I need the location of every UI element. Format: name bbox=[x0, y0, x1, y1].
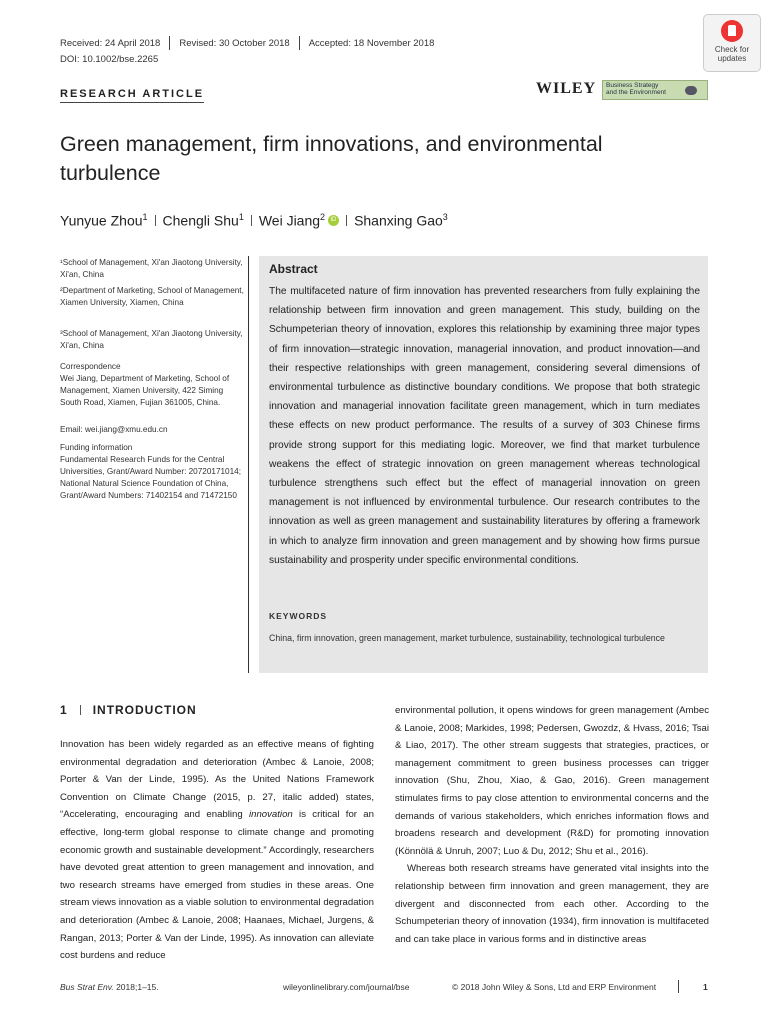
author-name[interactable]: Yunyue Zhou$^1$ bbox=[60, 212, 148, 229]
left-column bbox=[60, 736, 374, 965]
orcid-icon[interactable]: iD bbox=[328, 215, 339, 226]
journal-logo bbox=[602, 80, 708, 100]
author-name[interactable]: Shanxing Gao$^3$ bbox=[354, 212, 448, 229]
revised-date: Revised: 30 October 2018 bbox=[179, 37, 290, 49]
correspondence-email[interactable]: Email: wei.jiang@xmu.edu.cn bbox=[60, 425, 168, 434]
keywords-heading: KEYWORDS bbox=[269, 611, 328, 621]
date-separator bbox=[299, 36, 300, 50]
author-name[interactable]: Chengli Shu$^1$ bbox=[162, 212, 244, 229]
affiliation-3: ³School of Management, Xi'an Jiaotong University, Xi'an, China bbox=[60, 329, 243, 350]
footer-url[interactable]: wileyonlinelibrary.com/journal/bse bbox=[283, 982, 410, 992]
check-label-line2: updates bbox=[717, 54, 747, 63]
section-separator bbox=[80, 705, 81, 715]
date-separator bbox=[169, 36, 170, 50]
check-for-updates-button[interactable] bbox=[703, 14, 761, 72]
author-separator bbox=[155, 215, 156, 226]
funding-text: Fundamental Research Funds for the Central Universities, Grant/Award Number: 20720171014; National Natural Science Foundation of China, Grant/Award Numbers: 71402154 and 71472150 bbox=[60, 455, 241, 500]
check-label-line1: Check for bbox=[714, 45, 750, 54]
publisher-logo: WILEY bbox=[536, 80, 597, 97]
correspondence-text: Wei Jiang, Department of Marketing, School of Management, Xiamen University, 422 Siming South Road, Xiamen, Fujian 361005, China. bbox=[60, 374, 230, 407]
page-number: 1 bbox=[703, 982, 708, 992]
correspondence-heading: Correspondence bbox=[60, 362, 121, 371]
footer-citation: Bus Strat Env. 2018;1–15. bbox=[60, 982, 159, 992]
doi[interactable]: DOI: 10.1002/bse.2265 bbox=[60, 54, 159, 65]
funding-heading: Funding information bbox=[60, 443, 133, 452]
abstract-heading: Abstract bbox=[269, 262, 318, 276]
accepted-date: Accepted: 18 November 2018 bbox=[308, 37, 435, 49]
section-title: INTRODUCTION bbox=[92, 703, 197, 717]
journal-emblem-icon bbox=[685, 86, 697, 95]
author-list bbox=[60, 212, 448, 229]
author-separator bbox=[251, 215, 252, 226]
section-label: RESEARCH ARTICLE bbox=[60, 88, 204, 103]
journal-logo-line1: Business Strategy bbox=[606, 82, 659, 89]
abstract-text: The multifaceted nature of firm innovation has prevented researchers from fully explaining the relationship between firm innovation and green management. This study, building on the Schumpeterian theory of innovation, explores this relationship by examining three major types of firm innovation—strategic innovation, managerial innovation, and product innovation—and their respective relationships with green management, considering several dimensions of environmental turbulence as distinctive boundary conditions. We propose that both strategic innovation and managerial innovation facilitate green management, which in turn mediates these effects on new product performance. The results of a survey of 303 Chinese firms provide strong support for this mediating logic. Moreover, we find that market turbulence weakens the effect of strategic innovation on green management whereas technological turbulence strengthens such effect but the effect of managerial innovation on green management is not influenced by environmental turbulence. Our research contributes to the innovation as well as green management and sustainability literatures by offering a framework in which to analyze firm innovation and green management and by showing how firms pursue sustainability and prosperity under specific environmental conditions. bbox=[269, 286, 700, 566]
right-column bbox=[395, 702, 709, 948]
abstract-rule bbox=[248, 256, 249, 673]
keywords-text: China, firm innovation, green management, market turbulence, sustainability, technological turbulence bbox=[269, 633, 665, 643]
paragraph: environmental pollution, it opens windows for green management (Ambec & Lanoie, 2008; Markides, 1998; Pedersen, Gwozdz, & Hvass, 2016; Tsai & Liao, 2017). The other stream suggests that strategies, practices, or management commitment to green business processes can trigger innovation (Shu, Zhou, Xiao, & Gao, 2016). Green management stimulates firms to pay close attention to environmental concerns and the demands of various stakeholders, which enriches information flows and broadens research and development (R&D) for promoting innovation (Könnölä & Unruh, 2007; Luo & Du, 2012; Shu et al., 2016). bbox=[395, 705, 709, 857]
section-number: 1 bbox=[60, 703, 68, 717]
article-title: Green management, firm innovations, and environmental turbulence bbox=[60, 132, 603, 185]
paragraph: Innovation has been widely regarded as an effective means of fighting environmental degradation and deterioration (Ambec & Lanoie, 2008; Porter & Van der Linde, 1995). As the United Nations Framework Convention on Climate Change (2015, p. 27, italic added) states, “Accelerating, encouraging and enabling innovation is critical for an effective, long-term global response to climate change and promoting economic growth and sustainable development.” Accordingly, researchers have devoted great attention to green management and innovation, and two research streams have emerged from studies in these areas. One stream views innovation as a viable solution to environmental degradation and deterioration (Ambec & Lanoie, 2008; Haanaes, Michael, Jurgens, & Rangan, 2013; Porter & Van der Linde, 1995). As innovation can alleviate cost burdens and reduce bbox=[60, 739, 374, 962]
bookmark-icon bbox=[721, 20, 743, 42]
footer-separator bbox=[678, 980, 679, 993]
journal-logo-line2: and the Environment bbox=[606, 89, 666, 96]
author-name[interactable]: Wei Jiang$^2$ bbox=[258, 212, 326, 229]
author-separator bbox=[346, 215, 347, 226]
affiliation-1: ¹School of Management, Xi'an Jiaotong University, Xi'an, China bbox=[60, 258, 243, 279]
paragraph: Whereas both research streams have generated vital insights into the relationship between firm innovation and green management, they are divergent and disconnected from each other. According to the Schumpeterian theory of innovation (1934), firm innovation is multifaceted and can take place in various forms and in distinctive areas bbox=[395, 863, 709, 945]
section-heading-introduction bbox=[60, 703, 197, 717]
affiliation-2: ²Department of Marketing, School of Management, Xiamen University, Xiamen, China bbox=[60, 286, 244, 307]
footer-copyright: © 2018 John Wiley & Sons, Ltd and ERP Environment bbox=[452, 982, 657, 992]
received-date: Received: 24 April 2018 bbox=[60, 37, 161, 49]
article-dates bbox=[60, 36, 434, 50]
